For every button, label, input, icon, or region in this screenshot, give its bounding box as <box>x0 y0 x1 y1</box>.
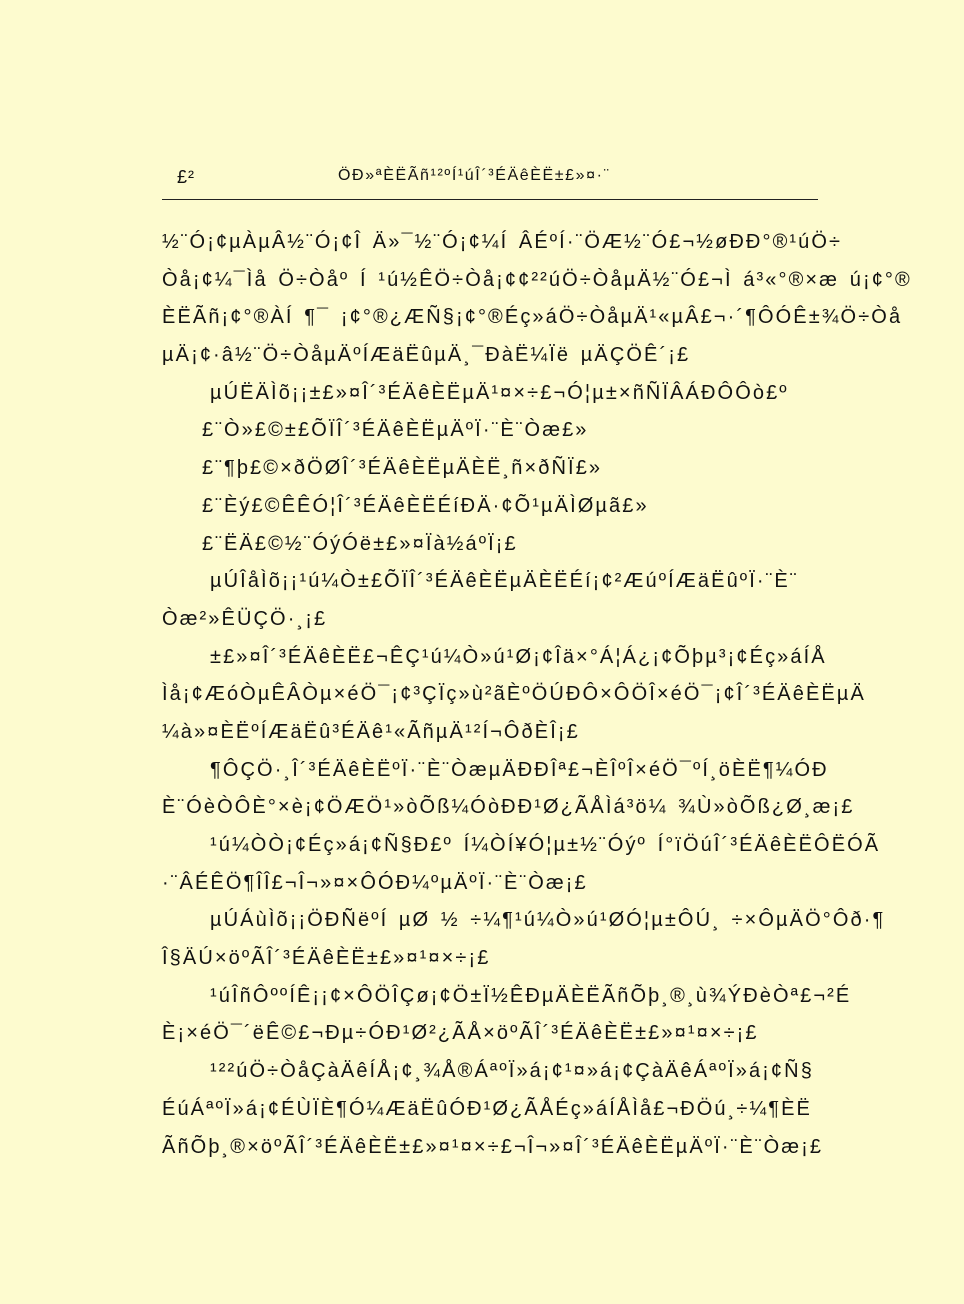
text-line: £¨¶þ£©×ðÖØÎ´³ÉÄêÈËµÄÈË¸ñ×ðÑÏ£» <box>202 457 603 480</box>
text-line: Òæ²»ÊÜÇÖ·¸¡£ <box>162 607 328 630</box>
text-line: µÚÎåÌõ¡¡¹ú¼Ò±£ÕÏÎ´³ÉÄêÈËµÄÈËÉí¡¢²ÆúºÍÆäËûºÏ·¨È¨ <box>210 570 799 593</box>
text-line: µÄ¡¢·â½¨Ö÷ÒåµÄºÍÆäËûµÄ¸¯ÐàË¼Ïë µÄÇÖÊ´¡£ <box>162 344 691 367</box>
text-line: £¨ËÄ£©½¨ÓýÓë±£»¤Ïà½áºÏ¡£ <box>202 532 518 555</box>
text-line: È¡×éÖ¯´ëÊ©£¬Ðµ÷ÓÐ¹Ø²¿ÃÅ×öºÃÎ´³ÉÄêÈË±£»¤¹¤×÷¡£ <box>162 1022 759 1045</box>
text-line: £¨Ò»£©±£ÕÏÎ´³ÉÄêÈËµÄºÏ·¨È¨Òæ£» <box>202 419 589 442</box>
text-line: µÚÁùÌõ¡¡ÖÐÑëºÍ µØ ½ ÷¼¶¹ú¼Ò»ú¹ØÓ¦µ±ÔÚ¸ ÷×ÔµÄÖ°Ôð·¶ <box>210 909 886 932</box>
page-number: £² <box>177 167 196 187</box>
running-title: ÖÐ»ªÈËÃñ¹²ºÍ¹úÎ´³ÉÄêÈË±£»¤·¨ <box>338 167 611 184</box>
text-line: ¶ÔÇÖ·¸Î´³ÉÄêÈËºÏ·¨È¨ÒæµÄÐÐÎª£¬ÈÎºÎ×éÖ¯ºÍ¸öÈË¶¼ÓÐ <box>210 758 829 781</box>
text-line: Òå¡¢¼¯Ìå Ö÷Òåº Í ¹ú½ÊÖ÷Òå¡¢¢²²úÖ÷ÒåµÄ½¨Ó£¬Ì á³«°®×æ ú¡¢°® <box>162 268 912 291</box>
text-line: È¨ÓèÒÔÈ°×è¡¢ÖÆÖ¹»òÕß¼ÓòÐÐ¹Ø¿ÃÅÌá³ö¼ ¾Ù»òÕß¿Ø¸æ¡£ <box>162 796 855 819</box>
text-line: ½¨Ó¡¢µÀµÂ½¨Ó¡¢Î Ä»¯½¨Ó¡¢¼Í ÂÉºÍ·¨ÖÆ½¨Ó£¬½øÐÐ°®¹úÖ÷ <box>162 231 843 253</box>
text-line: ÉúÁªºÏ»á¡¢ÉÙÏÈ¶Ó¼ÆäËûÓÐ¹Ø¿ÃÅÉç»áÍÅÌå£¬ÐÖú¸÷¼¶ÈË <box>162 1097 812 1120</box>
text-line: ·¨ÂÉÊÖ¶ÎÎ£¬Î¬»¤×ÔÓÐ¼ºµÄºÏ·¨È¨Òæ¡£ <box>162 871 588 894</box>
body-text <box>162 224 912 1166</box>
text-line: ¹úÎñÔººÍÊ¡¡¢×ÔÖÎÇø¡¢Ö±Ï½ÊÐµÄÈËÃñÕþ¸®¸ù¾ÝÐèÒª£¬²É <box>210 984 852 1007</box>
text-line: µÚËÄÌõ¡¡±£»¤Î´³ÉÄêÈËµÄ¹¤×÷£¬Ó¦µ±×ñÑÏÂÁÐÔÔò£º <box>210 381 789 404</box>
text-line: ¹ú¼ÒÒ¡¢Éç»á¡¢Ñ§Ð£º Í¼ÒÍ¥Ó¦µ±½¨Óýº Í°ïÖúÎ´³ÉÄêÈËÔËÓÃ <box>210 834 881 856</box>
text-line: ¹²²úÖ÷ÒåÇàÄêÍÅ¡¢¸¾Å®ÁªºÏ»á¡¢¹¤»á¡¢ÇàÄêÁªºÏ»á¡¢Ñ§ <box>210 1060 814 1083</box>
text-line: ±£»¤Î´³ÉÄêÈË£¬ÊÇ¹ú¼Ò»ú¹Ø¡¢Îä×°Á¦Á¿¡¢Õþµ³¡¢Éç»áÍÅ <box>210 645 827 668</box>
page-header <box>162 163 818 200</box>
text-line: Ìå¡¢ÆóÒµÊÂÒµ×éÖ¯¡¢³ÇÏç»ù²ãÈºÖÚÐÔ×ÔÖÎ×éÖ¯¡¢Î´³ÉÄêÈËµÄ <box>162 683 866 706</box>
text-line: ÈËÃñ¡¢°®ÀÍ ¶¯ ¡¢°®¿ÆÑ§¡¢°®Éç»áÖ÷ÒåµÄ¹«µÂ£¬·´¶ÔÓÊ±¾Ö÷Òå <box>162 306 903 329</box>
text-line: £¨Èý£©ÊÊÓ¦Î´³ÉÄêÈËÉíÐÄ·¢Õ¹µÄÌØµã£» <box>202 494 649 517</box>
text-line: ¼à»¤ÈËºÍÆäËû³ÉÄê¹«ÃñµÄ¹²Í¬ÔðÈÎ¡£ <box>162 720 580 743</box>
text-line: ÃñÕþ¸®×öºÃÎ´³ÉÄêÈË±£»¤¹¤×÷£¬Î¬»¤Î´³ÉÄêÈËµÄºÏ·¨È¨Òæ¡£ <box>162 1135 824 1158</box>
text-line: Î§ÄÚ×öºÃÎ´³ÉÄêÈË±£»¤¹¤×÷¡£ <box>162 947 491 970</box>
